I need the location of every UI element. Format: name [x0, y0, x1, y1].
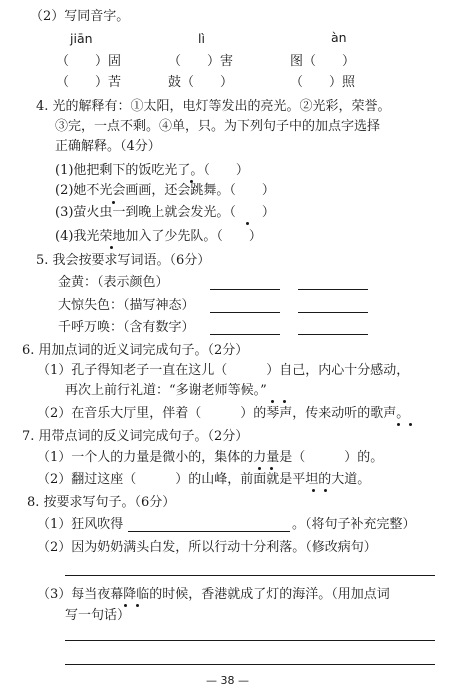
- q6-line1: （1）孔子得知老子一直在这儿（ ）自己，内心十分感动，: [37, 363, 410, 378]
- q4-item-2: (2)她不光会画画，还会跳舞。（ ）: [55, 183, 275, 198]
- homophone-r1c3: 图（ ）: [290, 54, 356, 69]
- emphasis-dot: [397, 423, 400, 426]
- answer-line[interactable]: [298, 334, 368, 335]
- pinyin-jian: jiān: [70, 31, 93, 46]
- q7-line2: （2）翻过这座（ ）的山峰，前面就是平坦的大道。: [37, 472, 371, 487]
- q8-line2: （2）因为奶奶满头白发，所以行动十分利落。（修改病句）: [37, 540, 377, 555]
- pinyin-an: àn: [331, 30, 347, 45]
- q4-line1: 4. 光的解释有：①太阳，电灯等发出的亮光。②光彩，荣誉。: [36, 99, 391, 114]
- emphasis-dot: [190, 180, 193, 183]
- q5-item-1: 金黄：（表示颜色）: [58, 275, 169, 290]
- q4-item-3: (3)萤火虫一到晚上就会发光。（ ）: [55, 205, 275, 220]
- q7-heading: 7. 用带点词的反义词完成句子。（2分）: [22, 429, 249, 444]
- homophone-r2c1: （ ）苦: [56, 75, 122, 90]
- q4-item-1: (1)他把剩下的饭吃光了。（ ）: [55, 163, 249, 178]
- answer-line[interactable]: [65, 575, 435, 576]
- homophone-r1c1: （ ）固: [56, 54, 122, 69]
- homophone-heading: （2）写同音字。: [30, 9, 130, 24]
- answer-line[interactable]: [65, 664, 435, 665]
- answer-line[interactable]: [210, 334, 280, 335]
- answer-line[interactable]: [298, 312, 368, 313]
- emphasis-dot: [312, 489, 315, 492]
- homophone-r1c2: （ ）害: [168, 54, 234, 69]
- q4-item-4: (4)我光荣地加入了少先队。（ ）: [55, 229, 262, 244]
- page-number: — 38 —: [206, 674, 249, 687]
- emphasis-dot: [258, 467, 261, 470]
- answer-line[interactable]: [210, 312, 280, 313]
- q5-heading: 5. 我会按要求写词语。（6分）: [36, 253, 211, 268]
- answer-line[interactable]: [128, 531, 290, 532]
- emphasis-dot: [112, 201, 115, 204]
- q8-line4: 写一句话）: [65, 608, 131, 623]
- pinyin-li: lì: [198, 31, 205, 46]
- emphasis-dot: [124, 604, 127, 607]
- emphasis-dot: [270, 467, 273, 470]
- q6-line2: 再次上前行礼道：“多谢老师等候。”: [65, 383, 267, 398]
- homophone-r2c2: 鼓（ ）: [168, 75, 234, 90]
- answer-line[interactable]: [65, 640, 435, 641]
- q8-heading: 8. 按要求写句子。（6分）: [27, 495, 176, 510]
- emphasis-dot: [136, 604, 139, 607]
- q5-item-3: 千呼万唤：（含有数字）: [58, 320, 195, 335]
- homophone-r2c3: （ ）照: [290, 75, 356, 90]
- q8-line3: （3）每当夜幕降临的时候，香港就成了灯的海洋。（用加点词: [37, 587, 390, 602]
- emphasis-dot: [324, 489, 327, 492]
- q7-line1: （1）一个人的力量是微小的，集体的力量是（ ）的。: [37, 450, 384, 465]
- emphasis-dot: [246, 222, 249, 225]
- emphasis-dot: [409, 423, 412, 426]
- q4-line3: 正确解释。（4分）: [55, 139, 161, 154]
- emphasis-dot: [283, 400, 286, 403]
- q6-heading: 6. 用加点词的近义词完成句子。（2分）: [22, 343, 249, 358]
- q8-line1-start: （1）狂风吹得: [37, 517, 124, 532]
- q6-line3: （2）在音乐大厅里，伴着（ ）的琴声，传来动听的歌声。: [37, 406, 410, 421]
- emphasis-dot: [110, 246, 113, 249]
- answer-line[interactable]: [298, 289, 368, 290]
- q5-item-2: 大惊失色：（描写神态）: [58, 298, 195, 313]
- q4-line2: ③完，一点不剩。④单，只。为下列句子中的加点字选择: [55, 119, 381, 134]
- q8-line1-end: 。（将句子补充完整）: [292, 517, 416, 532]
- emphasis-dot: [271, 400, 274, 403]
- answer-line[interactable]: [210, 289, 280, 290]
